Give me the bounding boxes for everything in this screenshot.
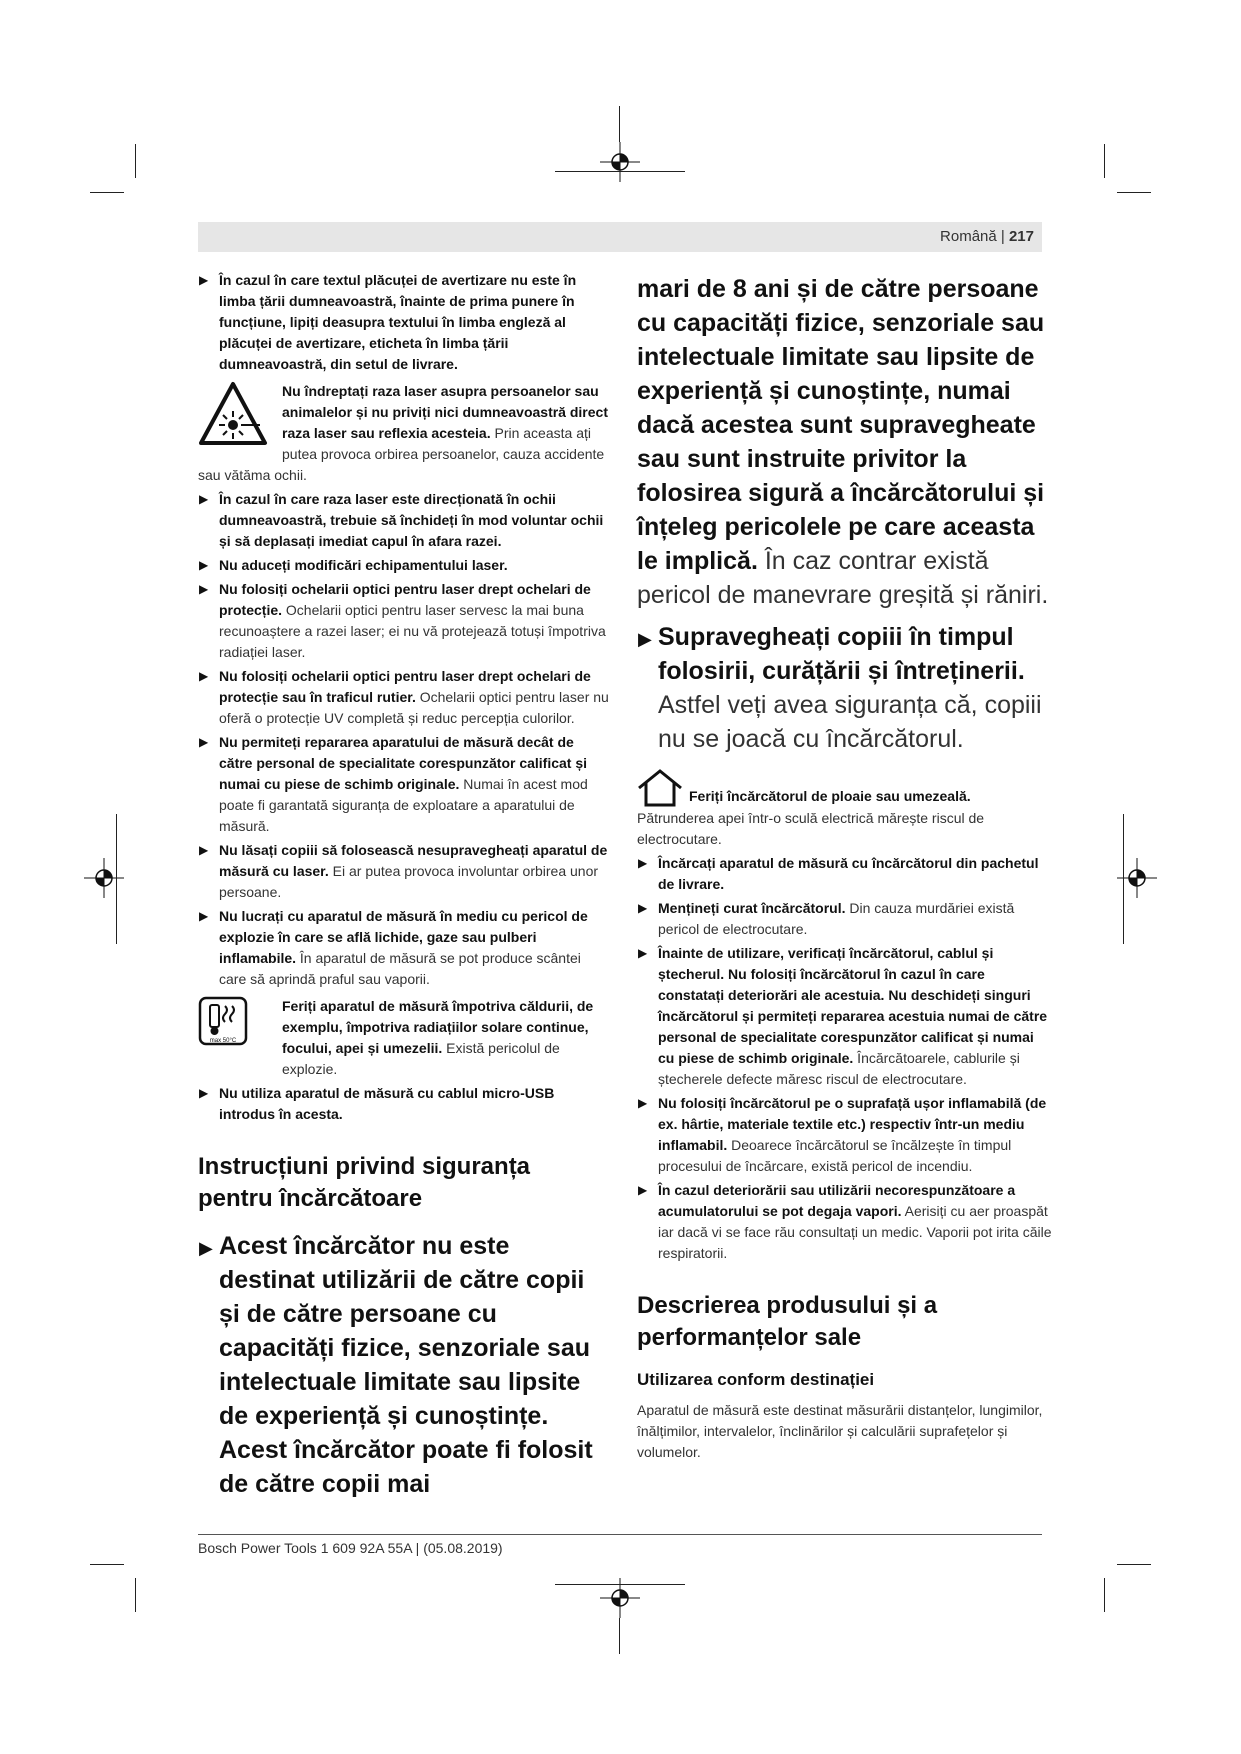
list-item: [198, 579, 610, 663]
crop-mark: [90, 1564, 124, 1565]
crop-mark: [1104, 1578, 1105, 1612]
list-item: [198, 732, 610, 837]
crop-mark: [1104, 144, 1105, 178]
warning-bold: Feriți aparatul de măsură împotriva căldurii, de exemplu, împotriva radiațiilor solare continue, focului, apei și umezelii.: [282, 998, 594, 1056]
crop-mark: [1117, 1564, 1151, 1565]
header-language: Română: [940, 228, 997, 245]
crop-mark: [135, 1578, 136, 1612]
bullet-triangle-icon: ▶: [199, 669, 209, 683]
bullet-triangle-icon: ▶: [199, 1086, 209, 1100]
bullet-bold: Supravegheați copiii în timpul folosirii, curățării și întreținerii.: [658, 623, 1025, 685]
paragraph-normal: În caz contrar există pericol de manevrare greșită și răniri.: [637, 547, 1049, 609]
bullet-triangle-icon: ▶: [638, 1096, 648, 1110]
list-item: [637, 853, 1053, 895]
crop-mark: [135, 144, 136, 178]
bullet-text: În cazul în care raza laser este direcționată în ochii dumneavoastră, trebuie să închideți în mod voluntar ochii și să deplasați imediat capul în afara razei.: [219, 491, 604, 549]
bullet-triangle-icon: ▶: [638, 901, 648, 915]
bullet-bold: Nu lucrați cu aparatul de măsură în mediu cu pericol de explozie în care se află lichide, gaze sau pulberi inflamabile.: [219, 908, 588, 966]
indoor-use-warning: [637, 768, 1053, 850]
bullet-bold: Înainte de utilizare, verificați încărcătorul, cablul și ștecherul. Nu folosiți încărcătorul în cazul în care constatați deteriorări ale acestuia. Nu deschideți singuri încărcătorul și permiteți repararea acestuia numai de către personal de specialitate corespunzător calificat și numai cu piese de schimb originale.: [658, 945, 1048, 1066]
registration-mark-icon: [600, 142, 640, 182]
section-title: Instrucțiuni privind siguranța pentru încărcătoare: [198, 1153, 531, 1212]
bullet-triangle-icon: ▶: [638, 1183, 648, 1197]
crop-mark: [90, 192, 124, 193]
list-item: [198, 1229, 610, 1501]
bullet-triangle-icon: ▶: [199, 582, 209, 596]
crop-mark: [555, 1584, 685, 1585]
heat-warning: [198, 996, 610, 1080]
bullet-triangle-icon: ▶: [199, 558, 209, 572]
section-title: Descrierea produsului și a performanțelor sale: [637, 1292, 938, 1351]
bullet-normal: Deoarece încărcătorul se încălzește în timpul procesului de încărcare, există pericol de incendiu.: [658, 1137, 1012, 1174]
temperature-icon-label: max 50°C: [209, 1038, 237, 1044]
bullet-normal: În aparatul de măsură se pot produce scântei care să aprindă praful sau vaporii.: [219, 950, 581, 987]
footer-divider: [198, 1534, 1042, 1535]
list-item: [637, 943, 1053, 1090]
warning-normal: Pătrunderea apei într-o sculă electrică mărește riscul de electrocutare.: [637, 810, 985, 847]
page-footer: Bosch Power Tools 1 609 92A 55A | (05.08.2019): [198, 1540, 503, 1556]
list-item: [198, 555, 610, 576]
bullet-text: Nu utiliza aparatul de măsură cu cablul micro-USB introdus în acesta.: [219, 1085, 555, 1122]
crop-mark: [619, 106, 620, 142]
bullet-normal: Ochelarii optici pentru laser nu oferă o protecție UV completă și reduc percepția culorilor.: [219, 689, 609, 726]
warning-bold: Feriți încărcătorul de ploaie sau umezeală.: [689, 788, 971, 804]
bullet-bold: Nu folosiți încărcătorul pe o suprafață ușor inflamabilă (de ex. hârtie, materiale textile etc.) respectiv într-un mediu inflamabil.: [658, 1095, 1047, 1153]
bullet-triangle-icon: ▶: [199, 909, 209, 923]
bullet-bold: Nu folosiți ochelarii optici pentru laser drept ochelari de protecție.: [219, 581, 591, 618]
registration-mark-icon: [84, 858, 124, 898]
crop-mark: [116, 814, 117, 944]
warning-normal: Există pericolul de explozie.: [282, 1040, 560, 1077]
subsection-title: Utilizarea conform destinației: [637, 1370, 875, 1389]
bullet-text: În cazul în care textul plăcuței de avertizare nu este în limba țării dumneavoastră, înainte de prima punere în funcțiune, lipiți deasupra textului în limba engleză al plăcuței de avertizare, eticheta în limba țării dumneavoastră, din setul de livrare.: [219, 272, 577, 372]
list-item: [198, 489, 610, 552]
bullet-normal: Din cauza murdăriei există pericol de electrocutare.: [658, 900, 1015, 937]
bullet-normal: Încărcătoarele, cablurile și ștecherele defecte măresc riscul de electrocutare.: [658, 1050, 1020, 1087]
list-item: [637, 898, 1053, 940]
warning-normal: Prin aceasta ați putea provoca orbirea persoanelor, cauza accidente sau vătăma ochii.: [198, 425, 605, 483]
bullet-text: Nu aduceți modificări echipamentului laser.: [219, 557, 508, 573]
list-item: [637, 620, 1053, 756]
bullet-triangle-icon: ▶: [199, 843, 209, 857]
bullet-normal: Ei ar putea provoca involuntar orbirea unor persoane.: [219, 863, 599, 900]
list-item: [637, 1093, 1053, 1177]
header-label: Română | 217: [940, 228, 1034, 245]
bullet-text: Acest încărcător nu este destinat utilizării de către copii și de către persoane cu capacități fizice, senzoriale sau intelectuale limitate sau lipsite de experiență și cunoștințe. Acest încărcător poate fi folosit de către copii mai: [219, 1232, 593, 1498]
list-item: [198, 1083, 610, 1125]
list-item: [198, 666, 610, 729]
right-column: [637, 272, 1053, 1469]
paragraph: [637, 272, 1053, 612]
bullet-bold: Mențineți curat încărcătorul.: [658, 900, 846, 916]
bullet-triangle-icon: ▶: [638, 856, 648, 870]
bullet-bold: Nu permiteți repararea aparatului de măsură decât de către personal de specialitate corespunzător calificat și numai cu piese de schimb originale.: [219, 734, 588, 792]
bullet-normal: Astfel veți avea siguranța că, copiii nu se joacă cu încărcătorul.: [658, 691, 1042, 753]
usage-paragraph: Aparatul de măsură este destinat măsurării distanțelor, lungimilor, înălțimilor, intervalelor, înclinărilor și calculării suprafețelor și volumelor.: [637, 1402, 1043, 1460]
bullet-bold: În cazul deteriorării sau utilizării necorespunzătoare a acumulatorului se pot degaja vapori.: [658, 1182, 1016, 1219]
bullet-triangle-icon: ▶: [638, 629, 652, 649]
bullet-triangle-icon: ▶: [199, 735, 209, 749]
page-header: [198, 222, 1042, 252]
bullet-triangle-icon: ▶: [199, 273, 209, 287]
bullet-normal: Aerisiți cu aer proaspăt iar dacă vi se face rău consultați un medic. Vaporii pot irita căile respiratorii.: [658, 1203, 1052, 1261]
paragraph-bold: mari de 8 ani și de către persoane cu capacități fizice, senzoriale sau intelectuale limitate sau lipsite de experiență și cunoștințe, numai dacă acestea sunt supravegheate sau sunt instruite privitor la folosirea sigură a încărcătorului și înțeleg pericolele pe care aceasta le implică.: [637, 275, 1045, 575]
warning-bold: Nu îndreptați raza laser asupra persoanelor sau animalelor și nu priviți nici dumneavoastră direct raza laser sau reflexia acesteia.: [282, 383, 608, 441]
crop-mark: [555, 171, 685, 172]
laser-warning: [198, 381, 610, 486]
list-item: [198, 270, 610, 375]
bullet-text: Încărcați aparatul de măsură cu încărcătorul din pachetul de livrare.: [658, 855, 1039, 892]
list-item: [198, 840, 610, 903]
bullet-normal: Ochelarii optici pentru laser servesc la mai buna recunoaștere a razei laser; ei nu vă protejează totuși împotriva radiației laser.: [219, 602, 606, 660]
bullet-normal: Numai în acest mod poate fi garantată siguranța de exploatare a aparatului de măsură.: [219, 776, 588, 834]
list-item: [637, 1180, 1053, 1264]
page-number: 217: [1008, 228, 1034, 245]
bullet-triangle-icon: ▶: [199, 492, 209, 506]
crop-mark: [1117, 192, 1151, 193]
list-item: [198, 906, 610, 990]
indoor-house-icon: [637, 768, 683, 808]
laser-warning-icon: [198, 381, 268, 447]
crop-mark: [619, 1618, 620, 1654]
crop-mark: [1123, 814, 1124, 944]
bullet-bold: Nu folosiți ochelarii optici pentru laser drept ochelari de protecție sau în traficul rutier.: [219, 668, 591, 705]
bullet-bold: Nu lăsați copiii să folosească nesupravegheați aparatul de măsură cu laser.: [219, 842, 608, 879]
bullet-triangle-icon: ▶: [199, 1238, 213, 1258]
temperature-warning-icon: [198, 996, 268, 1062]
bullet-triangle-icon: ▶: [638, 946, 648, 960]
left-column: [198, 270, 610, 1504]
